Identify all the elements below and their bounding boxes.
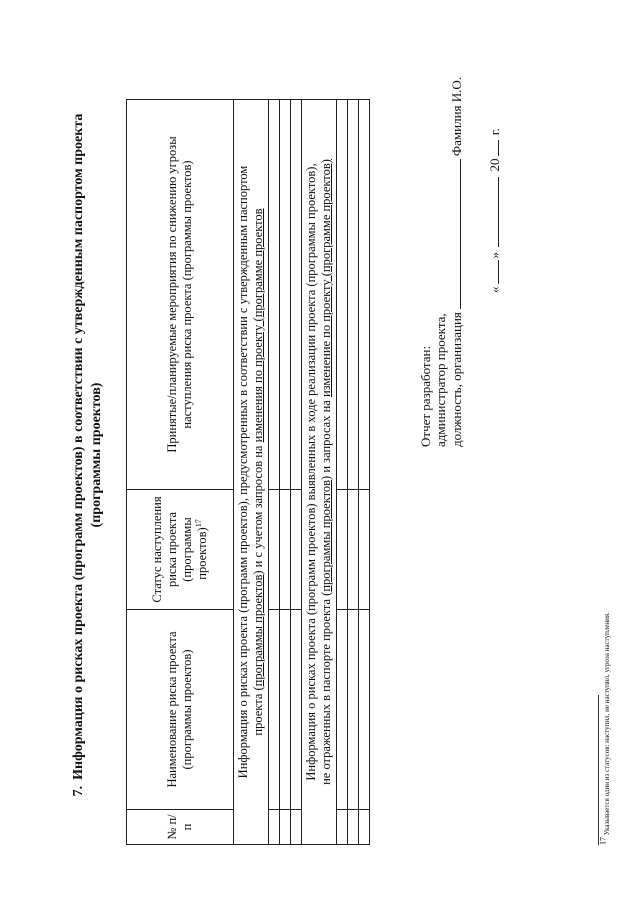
- year-blank: [486, 141, 499, 157]
- header-risk-name: Наименование риска проекта (программы проектов): [127, 610, 234, 810]
- header-num: № п/п: [127, 810, 234, 845]
- section1-caption: Информация о рисках проекта (программ проектов), предусмотренных в соответствии с утвержденным паспортом проекта (программы проектов) и с учетом запросов на изменения по проекту (программе проектов: [234, 100, 269, 845]
- prepared-by-label: Отчет разработан:: [418, 345, 433, 447]
- section2-caption: Информация о рисках проекта (программ проектов) выявленных в ходе реализации проекта (программы проектов), не отраженных в паспорте проекта (программы проектов) и запросах на изменение по проекту (программе проектов): [302, 100, 337, 845]
- section-title-line1: Информация о рисках проекта (программ проектов) в соответствии с утвержденным паспортом проекта: [71, 113, 86, 780]
- month-blank: [486, 177, 499, 247]
- header-status: Статус наступления риска проекта (программы проектов)$^{17}$: [127, 490, 234, 610]
- risk-table: [126, 99, 370, 845]
- section-title-line2: (программы проектов): [89, 382, 104, 528]
- section-title: [70, 65, 106, 845]
- footnote-number: 17: [598, 837, 608, 845]
- table-row: [337, 100, 348, 845]
- signature-line: [448, 159, 461, 309]
- header-measures: Принятые/планируемые мероприятия по снижению угрозы наступления риска проекта (программы проектов): [127, 100, 234, 490]
- table-row: [234, 100, 269, 845]
- signature-block: [418, 27, 464, 447]
- table-row: [269, 100, 280, 845]
- position-label: должность, организация: [449, 312, 464, 447]
- day-blank: [486, 261, 499, 285]
- table-row: [280, 100, 291, 845]
- footnote: [598, 612, 612, 845]
- table-header-row: [127, 100, 234, 845]
- table-row: [348, 100, 359, 845]
- footnote-ref: 17: [193, 519, 203, 528]
- section-number: 7.: [71, 785, 86, 797]
- date-line: «» 20 г.: [487, 128, 502, 293]
- name-placeholder: Фамилия И.О.: [449, 76, 464, 157]
- footnote-text: Указывается один из статусов: наступил, не наступил, угроза наступления.: [603, 612, 611, 836]
- table-row: [359, 100, 370, 845]
- role-label: администратор проекта,: [433, 313, 448, 447]
- footnote-divider: [598, 695, 599, 845]
- table-row: [291, 100, 302, 845]
- table-row: [302, 100, 337, 845]
